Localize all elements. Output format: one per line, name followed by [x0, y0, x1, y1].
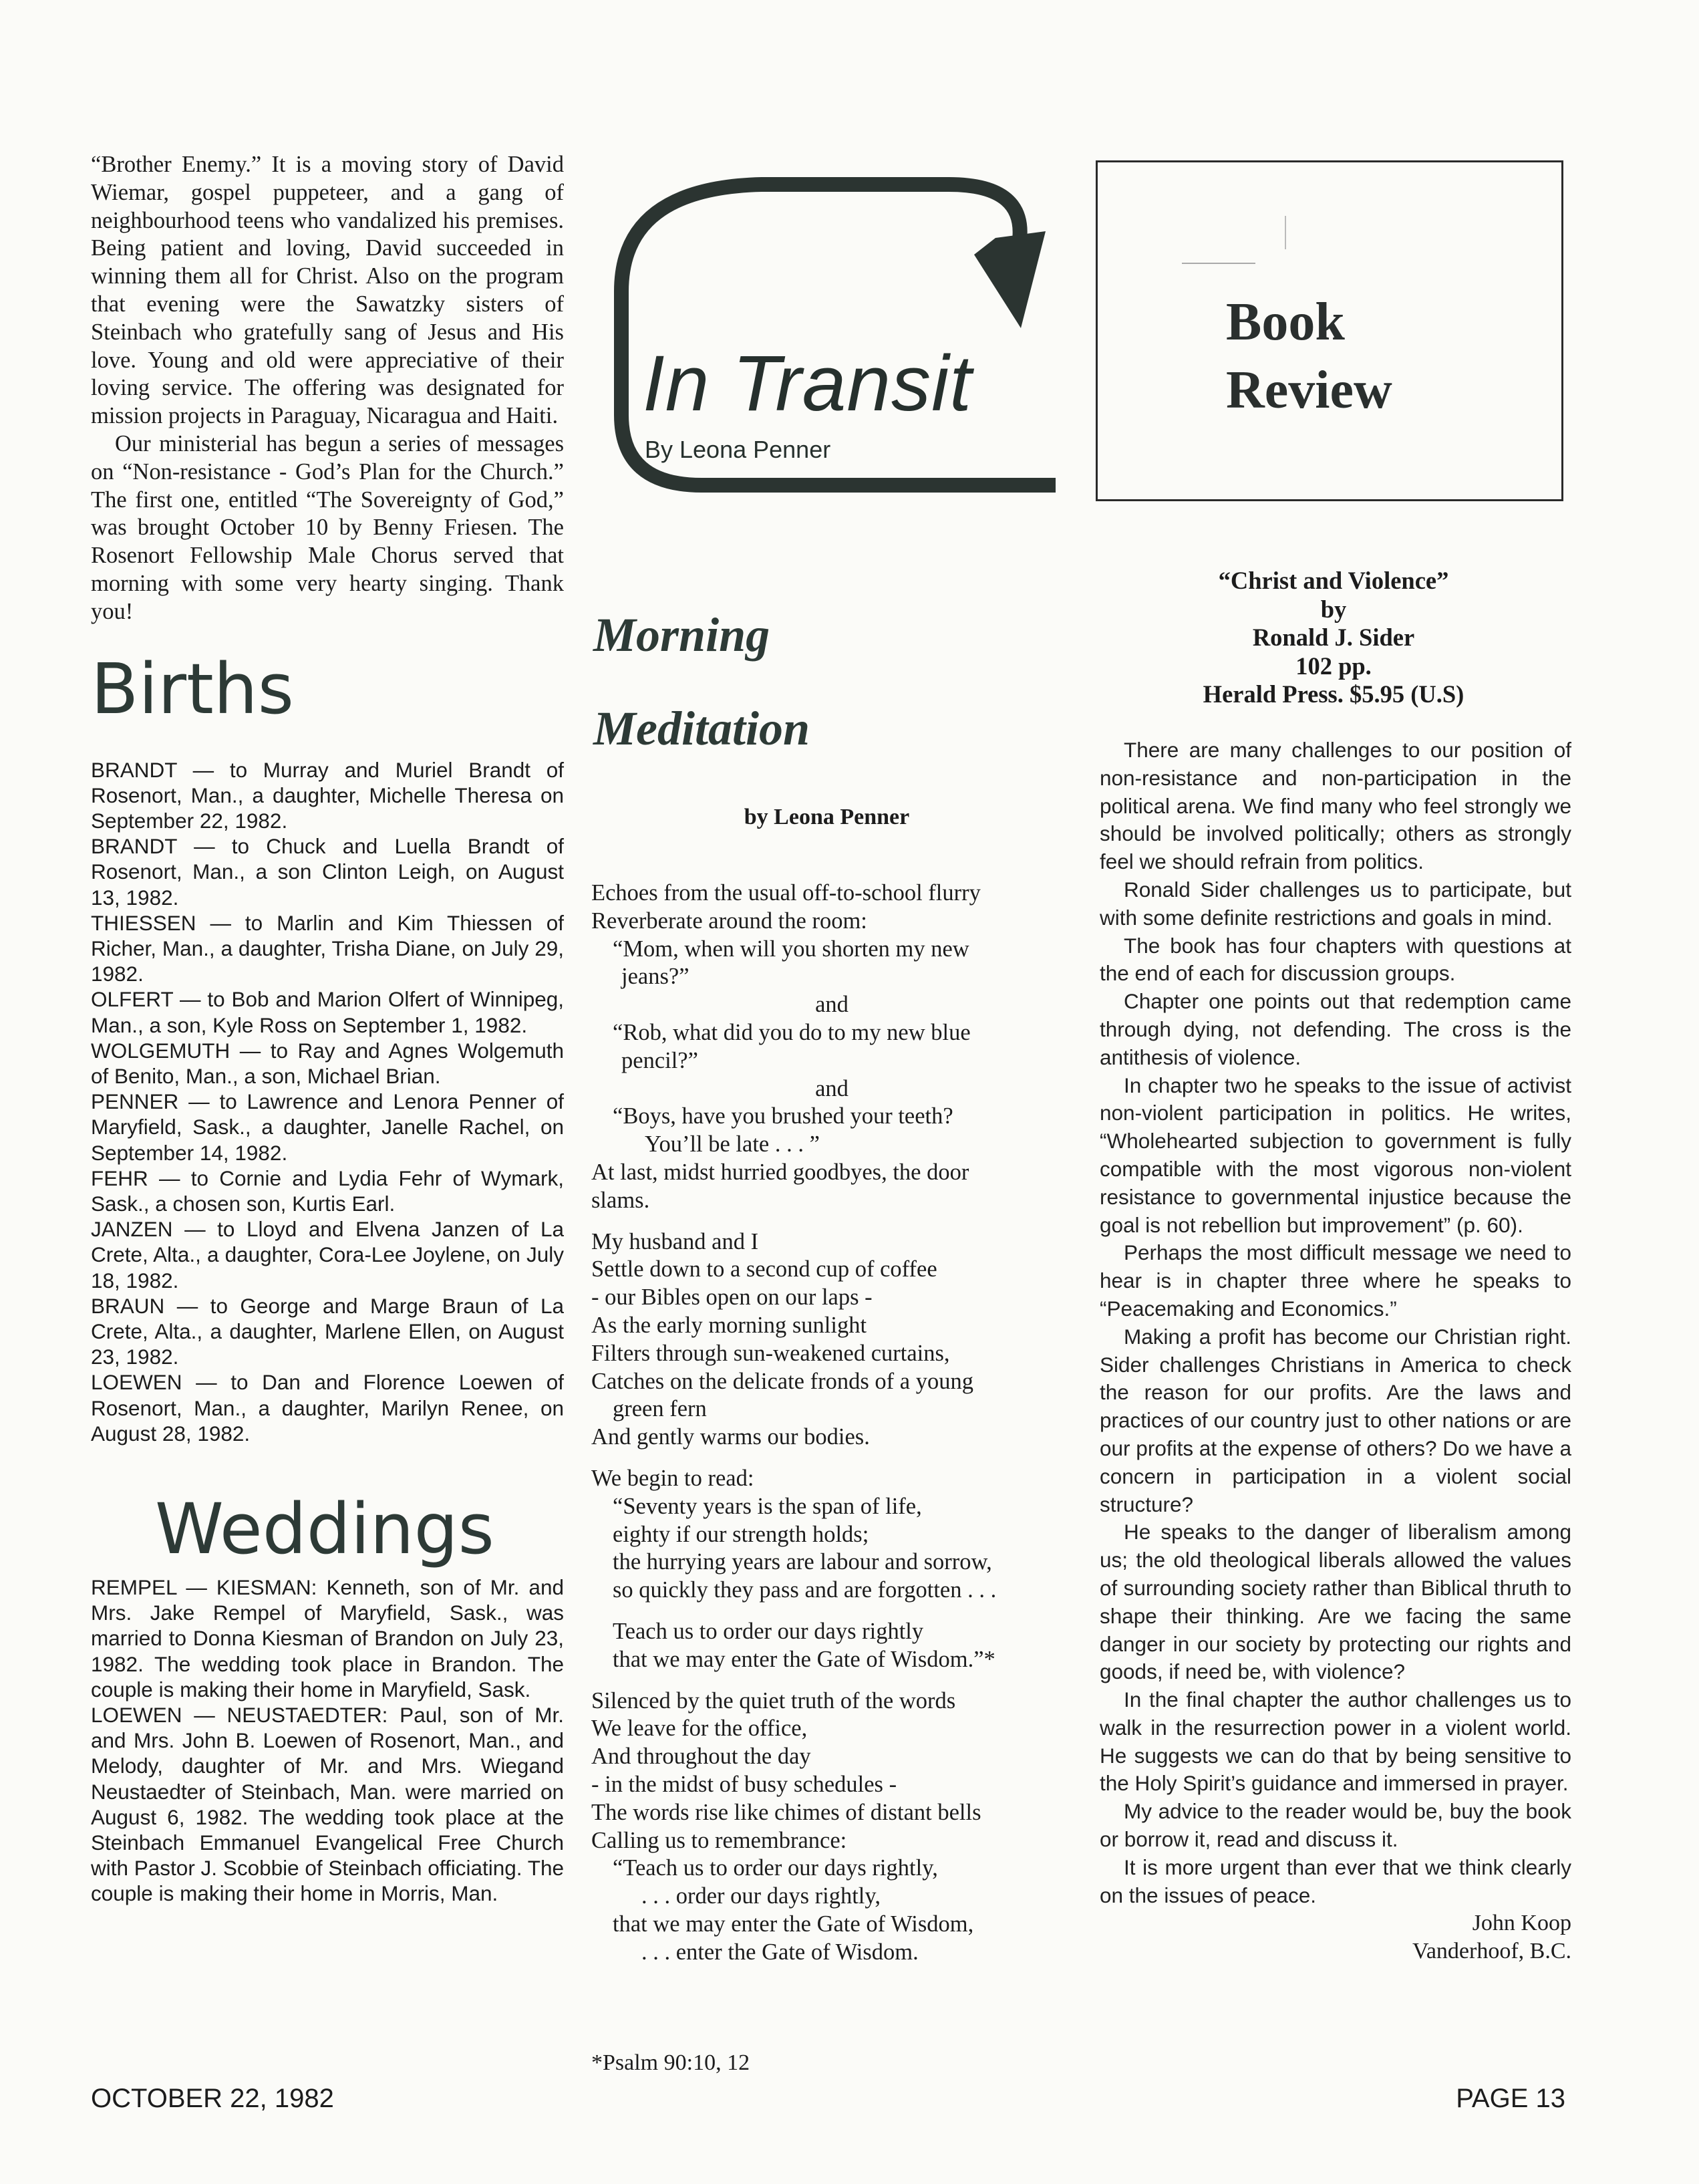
- poem-line: eighty if our strength holds;: [613, 1521, 869, 1547]
- poem-line: As the early morning sunlight: [591, 1312, 867, 1338]
- poem-line: jeans?”: [621, 964, 689, 990]
- book-info-by: by: [1320, 595, 1347, 623]
- decorative-rule: [1182, 263, 1255, 264]
- poem-line: pencil?”: [621, 1047, 698, 1073]
- weddings-heading: Weddings: [155, 1488, 494, 1571]
- book-review-box: [1096, 160, 1563, 501]
- poem-line: Reverberate around the room:: [591, 908, 867, 934]
- review-paragraph: The book has four chapters with questions at the end of each for discussion groups.: [1100, 933, 1571, 986]
- book-info-pages: 102 pp.: [1295, 652, 1372, 680]
- review-paragraph: It is more urgent than ever that we think clearly on the issues of peace.: [1100, 1855, 1571, 1907]
- poem-line: . . . order our days rightly,: [641, 1883, 881, 1909]
- logo-title: In Transit: [643, 339, 973, 428]
- births-heading: Births: [91, 648, 294, 730]
- birth-entry: WOLGEMUTH — to Ray and Agnes Wolgemuth of Benito, Man., a son, Michael Brian.: [91, 1038, 564, 1088]
- birth-entry: BRANDT — to Murray and Muriel Brandt of Rosenort, Man., a daughter, Michelle Theresa on September 22, 1982.: [91, 757, 564, 833]
- poem-title-line: Morning: [593, 608, 770, 662]
- birth-entry: THIESSEN — to Marlin and Kim Thiessen of Richer, Man., a daughter, Trisha Diane, on July 29, 1982.: [91, 910, 564, 986]
- reviewer-name: John Koop: [1472, 1911, 1571, 1936]
- poem-line: We begin to read:: [591, 1465, 754, 1491]
- poem-line: “Boys, have you brushed your teeth?: [613, 1103, 953, 1129]
- poem-line: slams.: [591, 1187, 650, 1213]
- poem-line: that we may enter the Gate of Wisdom.”*: [613, 1646, 995, 1672]
- poem-line: Echoes from the usual off-to-school flurry: [591, 880, 981, 906]
- review-body: [1100, 736, 1571, 1965]
- poem-line: Filters through sun-weakened curtains,: [591, 1340, 950, 1366]
- birth-entry: OLFERT — to Bob and Marion Olfert of Winnipeg, Man., a son, Kyle Ross on September 1, 1982.: [91, 987, 564, 1037]
- book-info-publisher: Herald Press. $5.95 (U.S): [1203, 680, 1464, 708]
- intro-paragraph: “Brother Enemy.” It is a moving story of David Wiemar, gospel puppeteer, and a gang of neighbourhood teens who vandalized his premises. Being patient and loving, David succeeded in winning them all for Christ. Also on the program that evening were the Sawatzky sisters of Steinbach who gratefully sang of Jesus and His love. Young and old were appreciative of their loving service. The offering was designated for mission projects in Paraguay, Nicaragua and Haiti.: [91, 152, 564, 429]
- poem-footnote: *Psalm 90:10, 12: [591, 2050, 750, 2075]
- poem-line: “Rob, what did you do to my new blue: [613, 1019, 971, 1045]
- poem-line: My husband and I: [591, 1228, 759, 1254]
- poem-line: Catches on the delicate fronds of a young: [591, 1368, 973, 1394]
- review-paragraph: Ronald Sider challenges us to participate, but with some definite restrictions and goals in mind.: [1100, 877, 1571, 930]
- poem-line: You’ll be late . . . ”: [645, 1131, 820, 1157]
- poem-line: The words rise like chimes of distant bells: [591, 1799, 981, 1825]
- stanza-gap: [591, 1452, 1072, 1465]
- weddings-list: [91, 1575, 564, 1907]
- birth-entry: BRAUN — to George and Marge Braun of La Crete, Alta., a daughter, Marlene Ellen, on August 23, 1982.: [91, 1293, 564, 1369]
- book-info-title: “Christ and Violence”: [1218, 567, 1449, 594]
- book-review-title-line: Book: [1226, 293, 1345, 352]
- logo-byline: By Leona Penner: [645, 436, 831, 463]
- poem-line: Teach us to order our days rightly: [613, 1618, 924, 1644]
- review-paragraph: Perhaps the most difficult message we need to hear is in chapter three where he speaks to “Peacemaking and Economics.”: [1100, 1240, 1571, 1321]
- poem-line: “Seventy years is the span of life,: [613, 1493, 922, 1519]
- review-paragraph: My advice to the reader would be, buy the book or borrow it, read and discuss it.: [1100, 1799, 1571, 1852]
- poem-line: the hurrying years are labour and sorrow,: [613, 1549, 992, 1575]
- birth-entry: PENNER — to Lawrence and Lenora Penner of Maryfield, Sask., a daughter, Janelle Rachel, on September 14, 1982.: [91, 1089, 564, 1165]
- poem-line: Settle down to a second cup of coffee: [591, 1256, 937, 1282]
- poem-body: [591, 879, 1072, 1966]
- reviewer-signature: [1100, 1909, 1571, 1965]
- poem-line: “Teach us to order our days rightly,: [613, 1855, 938, 1881]
- wedding-entry: LOEWEN — NEUSTAEDTER: Paul, son of Mr. and Mrs. John B. Loewen of Rosenort, Man., and Melody, daughter of Mr. and Mrs. Wiegand Neustaedter of Steinbach, Man. were married on August 6, 1982. The wedding took place at the Steinbach Emmanuel Evangelical Free Church with Pastor J. Scobbie of Steinbach officiating. The couple is making their home in Morris, Man.: [91, 1703, 564, 1906]
- poem-line: so quickly they pass and are forgotten . . .: [613, 1577, 997, 1603]
- review-paragraph: Making a profit has become our Christian right. Sider challenges Christians in America to check the reason for our profits. Are the laws and practices of our country just to other nations or are our profits at the expense of others? Do we have a concern in participation in a violent social structure?: [1100, 1324, 1571, 1516]
- issue-date: OCTOBER 22, 1982: [91, 2084, 334, 2113]
- poem-line: that we may enter the Gate of Wisdom,: [613, 1911, 974, 1937]
- book-review-title: [1226, 288, 1392, 424]
- poem-line: And gently warms our bodies.: [591, 1424, 870, 1450]
- intro-paragraph: Our ministerial has begun a series of messages on “Non-resistance - God’s Plan for the Church.” The first one, entitled “The Sovereignty of God,” was brought October 10 by Benny Friesen. The Rosenort Fellowship Male Chorus served that morning with some very hearty singing. Thank you!: [91, 430, 564, 624]
- births-list: [91, 757, 564, 1446]
- poem-line: Calling us to remembrance:: [591, 1827, 847, 1853]
- decorative-rule: [1285, 216, 1286, 249]
- poem-line: Silenced by the quiet truth of the words: [591, 1687, 956, 1714]
- wedding-entry: REMPEL — KIESMAN: Kenneth, son of Mr. and Mrs. Jake Rempel of Maryfield, Sask., was married to Donna Kiesman of Brandon on July 23, 1982. The wedding took place in Brandon. The couple is making their home in Maryfield, Sask.: [91, 1575, 564, 1701]
- birth-entry: LOEWEN — to Dan and Florence Loewen of Rosenort, Man., a daughter, Marilyn Renee, on August 28, 1982.: [91, 1370, 564, 1446]
- left-column: [91, 151, 564, 1907]
- stanza-gap: [591, 1674, 1072, 1687]
- stanza-gap: [591, 1215, 1072, 1228]
- reviewer-location: Vanderhoof, B.C.: [1412, 1939, 1571, 1964]
- page-number: PAGE 13: [1456, 2084, 1565, 2113]
- poem-line: . . . enter the Gate of Wisdom.: [641, 1939, 919, 1965]
- book-review-title-line: Review: [1226, 361, 1392, 420]
- poem-line: and: [815, 1075, 848, 1101]
- review-paragraph: In the final chapter the author challenges us to walk in the resurrection power in a violent world. He suggests we can do that by being sensitive to the Holy Spirit’s guidance and immersed in prayer.: [1100, 1687, 1571, 1796]
- poem-line: “Mom, when will you shorten my new: [613, 936, 969, 962]
- birth-entry: BRANDT — to Chuck and Luella Brandt of Rosenort, Man., a son Clinton Leigh, on August 13, 1982.: [91, 834, 564, 910]
- review-paragraph: He speaks to the danger of liberalism among us; the old theological liberals allowed the values of surrounding society rather than Biblical thruth to shape their thinking. Are we facing the same danger in our society by protecting our rights and goods, if need be, with violence?: [1100, 1520, 1571, 1684]
- review-paragraph: Chapter one points out that redemption came through dying, not defending. The cross is the antithesis of violence.: [1100, 989, 1571, 1069]
- poem-title: [593, 588, 810, 775]
- poem-line: And throughout the day: [591, 1744, 811, 1770]
- poem-author: by Leona Penner: [744, 805, 910, 829]
- book-info-author: Ronald J. Sider: [1252, 624, 1415, 651]
- poem-line: and: [815, 992, 848, 1018]
- book-info: [1096, 567, 1571, 709]
- poem-line: green fern: [613, 1396, 707, 1422]
- poem-line: - in the midst of busy schedules -: [591, 1771, 897, 1797]
- review-paragraph: In chapter two he speaks to the issue of activist non-violent participation in politics. He writes, “Wholehearted subjection to government is fully compatible with the most vigorous non-violent resistance to governmental injustice because the goal is not rebellion but improvement” (p. 60).: [1100, 1073, 1571, 1237]
- stanza-gap: [591, 1605, 1072, 1618]
- birth-entry: FEHR — to Cornie and Lydia Fehr of Wymark, Sask., a chosen son, Kurtis Earl.: [91, 1166, 564, 1216]
- review-paragraph: There are many challenges to our position of non-resistance and non-participation in the political arena. We find many who feel strongly we should be involved politically; others as strongly feel we should refrain from politics.: [1100, 738, 1571, 874]
- poem-line: - our Bibles open on our laps -: [591, 1284, 873, 1311]
- poem-title-line: Meditation: [593, 702, 810, 755]
- birth-entry: JANZEN — to Lloyd and Elvena Janzen of La Crete, Alta., a daughter, Cora-Lee Joylene, on July 18, 1982.: [91, 1217, 564, 1292]
- poem-line: We leave for the office,: [591, 1716, 808, 1742]
- poem-line: At last, midst hurried goodbyes, the door: [591, 1159, 969, 1185]
- in-transit-logo: [601, 158, 1082, 505]
